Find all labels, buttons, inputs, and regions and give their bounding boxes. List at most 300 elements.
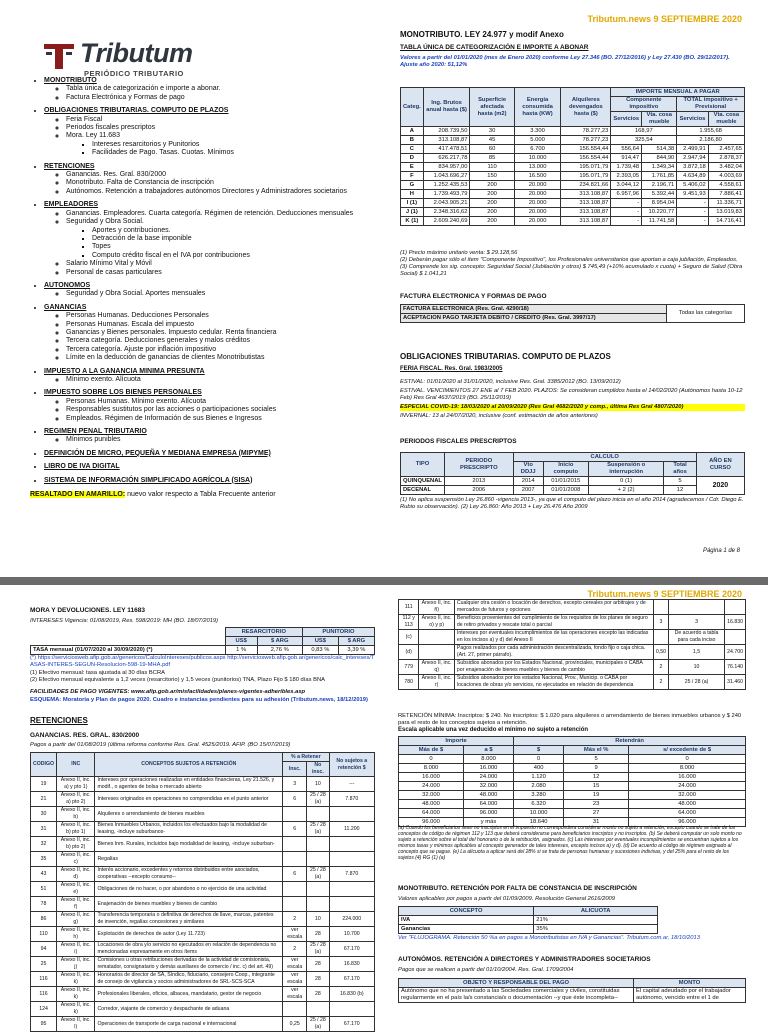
mono-cell: E (401, 163, 424, 172)
escala-cell: 31 (564, 818, 629, 827)
table-row (401, 199, 745, 208)
mono-cell: - (611, 217, 642, 226)
monoret-cell: 35% (534, 925, 658, 934)
mono-cell: 313.108,87 (423, 136, 470, 145)
mono-cell: 1.739,48 (611, 163, 642, 172)
gan-cell: 95 (31, 1017, 57, 1032)
table-row (31, 646, 375, 655)
facilidades-link[interactable]: FACILIDADES DE PAGO VIGENTES: www.afip.gob.ar/misfacilidades/planes-vigentes-adheribles.asp (30, 689, 306, 695)
gan-cell: Intereses originados en operaciones no comprendidas en el punto anterior (95, 792, 283, 807)
gan-cell (307, 807, 329, 822)
gan-cell: Intereses por operaciones realizadas en entidades financieras, Ley 21.526, y modif., o agentes de bolsa o mercado abierto (95, 777, 283, 792)
retenciones-cont-body (399, 600, 746, 690)
mono-cell: 78.277,23 (561, 127, 611, 136)
table-row (31, 1017, 375, 1032)
table-row (399, 755, 746, 764)
toc-item[interactable]: ◦ Tercera categoría. Deducciones generales y malos créditos (66, 337, 375, 345)
mono-head-categ: Categ. (401, 88, 424, 127)
gan-cell: Alquileres o arrendamiento de bienes muebles (95, 807, 283, 822)
mono-cell: 78.277,23 (561, 136, 611, 145)
mono-cell: D (401, 154, 424, 163)
toc-item[interactable]: • OBLIGACIONES TRIBUTARIAS. COMPUTO DE PLAZOS (44, 107, 375, 115)
mono-footnote: (3) Comprende los sig. concepto: Seguridad Social (Jubilación y otros) $ 745,49 (+10% acumulado x cuota) + Seguro de Salud (Obra Social) $ 1.041,21 (400, 264, 743, 277)
gan-cell: 7.870 (329, 867, 374, 882)
table-row (399, 809, 746, 818)
monoret-table (398, 906, 658, 934)
presc-cell: 2014 (513, 477, 543, 486)
mono-cell: 208.739,50 (423, 127, 470, 136)
presc-head-total: Total años (664, 462, 696, 477)
toc-item[interactable]: ◦ Factura Electrónica y Formas de pago (66, 94, 375, 102)
prescriptos-footnote: (1) No aplica suspensión Ley 26.860 -vigencia 2013-, ya que el computo del plazo inicia en el año 2014 (agradecemos / Cdr. Diego E. Rubio su observación). (2) Ley 26.860: Año 2013 + Ley 26.476 Año 2009 (400, 497, 744, 510)
feria-covid: ESPECIAL COVID-19: 18/03/2020 al 20/09/2020 (Res Gral 4682/2020 y comp., última Res Gral 4807/2020) (400, 404, 745, 411)
mono-cell: C (401, 145, 424, 154)
presc-head-periodo: PERIODO PRESCRIPTO (444, 453, 513, 477)
mono-head-serv2: Servicios (677, 112, 708, 127)
logo-subtitle: PERIÓDICO TRIBUTARIO (84, 69, 184, 78)
mono-cell: 195.071,79 (561, 163, 611, 172)
autonomos-note: Pagos que se realicen a partir del 01/10/2004. Res. Gral. 1709/2004 (398, 967, 574, 973)
mono-cell: 6.700 (514, 145, 561, 154)
escala-cell: 6.320 (514, 800, 564, 809)
ret-cell: Pagos realizados por cada administración descentralizada, fondo fijo o caja chica. (Art. 27, primer párrafo). (454, 645, 653, 660)
gan-cell (329, 837, 374, 852)
mono-cell: 4.003,69 (708, 172, 744, 181)
table-row (31, 897, 375, 912)
mono-cell: G (401, 181, 424, 190)
toc-item[interactable]: • RETENCIONES (44, 163, 375, 171)
toc-item[interactable]: • IMPUESTO SOBRE LOS BIENES PERSONALES (44, 389, 375, 397)
gan-cell: 67.170 (329, 972, 374, 987)
ret-cell (419, 630, 455, 645)
gan-cell: 2 (283, 942, 307, 957)
presc-cell: 2013 (444, 477, 513, 486)
toc-item[interactable]: ◦ Personas Humanas. Deducciones Personales (66, 312, 375, 320)
monotributo-title: MONOTRIBUTO. LEY 24.977 y modif Anexo (400, 30, 564, 39)
mono-cell: F (401, 172, 424, 181)
table-row (31, 867, 375, 882)
int-note: (2) Efectivo mensual equivalente a 1,2 veces (resarcitorio) y 1,5 veces (punitorios) TNA, Plazo Fijo $ 180 días BNA (30, 677, 326, 683)
mono-cell: 2.457,65 (708, 145, 744, 154)
toc-item[interactable]: ◦ Monotributo. Falta de Constancia de inscripción (66, 179, 375, 187)
toc-item[interactable]: • EMPLEADORES (44, 201, 375, 209)
mono-cell: 2.186,80 (677, 136, 745, 145)
gan-cell: 0,25 (283, 1017, 307, 1032)
toc-item[interactable]: ◦ Ganancias y Bienes personales. Impuesto cedular. Renta financiera (66, 329, 375, 337)
toc-item[interactable]: ◦ Límite en la deducción de ganancias de clientes Monotributistas (66, 354, 375, 362)
gan-cell: 28 (307, 987, 329, 1002)
gan-cell: Obligaciones de no hacer, o por abandono o no ejercicio de una actividad (95, 882, 283, 897)
mono-cell: 85 (470, 154, 514, 163)
table-row (31, 1002, 375, 1017)
gan-cell: 25 / 28 (a) (307, 867, 329, 882)
gan-cell: Anexo II, inc. j) (57, 957, 95, 972)
gan-cell: ver escala (283, 957, 307, 972)
toc-item[interactable]: ▪ Detracción de la base imponible (92, 235, 375, 243)
retencion-minima: RETENCIÓN MÍNIMA: Inscriptos: $ 240. No inscriptos: $ 1.020 para alquileres o arrendamiento de bienes inmuebles urbanos y $ 240 para el resto de los conceptos sujetos a retención. (398, 713, 742, 726)
gan-cell: 94 (31, 942, 57, 957)
ret-cell: Anexo II, inc. r) (419, 675, 455, 690)
gan-cell: 31 (31, 822, 57, 837)
ret-cell: 779 (399, 660, 419, 675)
highlight-legend (30, 491, 375, 499)
autonomos-title: AUTONÓMOS. RETENCIÓN A DIRECTORES Y ADMINISTRADORES SOCIETARIOS (398, 956, 651, 963)
toc-item[interactable]: ◦ Seguridad y Obra Social. Aportes mensuales (66, 290, 375, 298)
monoret-cell: 21% (534, 916, 658, 925)
ret-cell (653, 630, 668, 645)
mono-cell: 200 (470, 199, 514, 208)
mono-head-componente: Componente impositivo (611, 97, 677, 112)
toc-item[interactable]: ◦ Salario Mínimo Vital y Móvil (66, 260, 375, 268)
gan-cell: Profesionales liberales, oficios, albacea, mandatario, gestor de negocio (95, 987, 283, 1002)
gan-cell: 6 (283, 792, 307, 807)
mono-cell: 2.609.240,69 (423, 217, 470, 226)
gan-cell: Anexo II, inc. a) y pto 1) (57, 777, 95, 792)
toc-item[interactable]: ◦ Personas Humanas. Mínimo exento. Alícuota (66, 398, 375, 406)
mono-head-alq: Alquileres devengados hasta ($) (561, 88, 611, 127)
gan-cell: Explotación de derechos de autor (Ley 11.723) (95, 927, 283, 942)
monotributo-table (400, 87, 745, 226)
gan-cell: 78 (31, 897, 57, 912)
toc-item[interactable]: ▪ Topes (92, 243, 375, 251)
toc-item[interactable]: ◦ Ganancias. Empleadores. Cuarta categoría. Régimen de retención. Deducciones mensuales (66, 210, 375, 218)
factura-all-categories: Todas las categorías (666, 305, 744, 323)
monoret-head-alicuota: ALICUOTA (534, 907, 658, 916)
table-row (31, 822, 375, 837)
ret-cell: Anexo II, inc. q) (419, 660, 455, 675)
table-row (31, 837, 375, 852)
gan-cell: 16.830 (b) (329, 987, 374, 1002)
mono-cell: 313.108,87 (561, 199, 611, 208)
mono-cell: - (611, 199, 642, 208)
monoret-see[interactable]: Ver "FLUJOGRAMA. Retención 50 %a en pagos a Monotributistas en IVA y Ganancias". Tributum.com.ar, 18/10/2013 (398, 935, 700, 941)
page-2 (0, 585, 768, 1030)
autonomos-table (398, 978, 746, 1003)
mono-cell: B (401, 136, 424, 145)
gan-cell: Anexo II, inc. b) (57, 807, 95, 822)
ret-cell: 76.140 (725, 660, 746, 675)
ret-cell: 16.830 (725, 615, 746, 630)
mono-head-total: TOTAL impositivo + Previsional (677, 97, 745, 112)
toc-list (30, 77, 375, 485)
gan-cell: 19 (31, 777, 57, 792)
mono-cell: 11.336,71 (708, 199, 744, 208)
escala-cell: 96.000 (629, 818, 746, 827)
gan-cell: Anexo II, inc. d) (57, 867, 95, 882)
toc-item[interactable]: ◦ Tercera categoría. Ajuste por inflación impositivo (66, 346, 375, 354)
mono-cell: 4.634,89 (677, 172, 708, 181)
escala-table-body (399, 755, 746, 827)
mono-cell: 200 (470, 208, 514, 217)
gan-cell: 51 (31, 882, 57, 897)
table-row (401, 145, 745, 154)
table-row (31, 777, 375, 792)
gan-cell: 25 / 28 (a) (307, 1017, 329, 1032)
mono-footnote: (2) Deberán pagar sólo el ítem "Componente Impositivo", los Profesionales universitarios que aportan a caja jubilación, Empleados. (400, 257, 738, 263)
highlight-legend-text: nuevo valor respecto a Tabla Frecuente anterior (125, 491, 276, 499)
int-cell: 2,76 % (257, 646, 302, 655)
toc-item[interactable]: • MONOTRIBUTO (44, 77, 375, 85)
esquema-link[interactable]: ESQUEMA: Moratoria y Plan de pagos 2020. Cuadro e instancias pendientes para su adhesión (Tributum.news, 18/12/2019) (30, 697, 368, 703)
toc-item[interactable]: • SISTEMA DE INFORMACIÓN SIMPLIFICADO AGRÍCOLA (SISA) (44, 477, 375, 485)
toc-item[interactable]: • REGIMEN PENAL TRIBUTARIO (44, 428, 375, 436)
mono-cell: 13.019,83 (708, 208, 744, 217)
gan-cell: Interés accionario, excedentes y retornos distribuidos entre asociados, cooperativas --excepto consumo-- (95, 867, 283, 882)
gan-head-conceptos: CONCEPTOS SUJETOS A RETENCIÓN (95, 753, 283, 777)
escala-head: a $ (464, 746, 514, 755)
ret-cell: Subsidios abonados por los Estados Nacional, provinciales, municipales o CABA por enajenación de bienes muebles y bienes de cambio (454, 660, 653, 675)
toc-item[interactable]: ◦ Ganancias. Res. Gral. 830/2000 (66, 171, 375, 179)
ret-cell (653, 600, 668, 615)
mono-cell: 200 (470, 190, 514, 199)
auto-cell: El capital adeudado por el trabajador autónomo, vencido entre el 1 de (634, 988, 746, 1003)
gan-cell (283, 852, 307, 867)
monoret-note: Valores aplicables por pagos a partir del 01/09/2009. Resolución General 2616/2009 (398, 896, 615, 902)
monotributo-subtitle: TABLA ÚNICA DE CATEGORIZACIÓN E IMPORTE A ABONAR (400, 44, 589, 51)
escala-cell: 8.000 (629, 764, 746, 773)
mono-cell: A (401, 127, 424, 136)
gan-cell: Anexo II, inc. g) (57, 912, 95, 927)
mono-cell: 200 (470, 217, 514, 226)
mono-head-ene: Energía consumida hasta (KW) (514, 88, 561, 127)
mono-cell: 156.554,44 (561, 145, 611, 154)
gan-cell: 10.700 (329, 927, 374, 942)
ret-cell: 1,5 (668, 645, 724, 660)
escala-cell: 24.000 (399, 782, 464, 791)
mono-cell: 20.000 (514, 181, 561, 190)
mono-cell: 110 (470, 163, 514, 172)
monotributo-table-body (401, 127, 745, 226)
ret-cell: 111 (399, 600, 419, 615)
int-cell: 0,83 % (302, 646, 338, 655)
gan-cell (283, 837, 307, 852)
ret-cell: 2 (653, 660, 668, 675)
gan-cell: Bienes Inmuebles Urbanos, incluidos los efectuados bajo la modalidad de leasing, -incluye suburbanos- (95, 822, 283, 837)
presc-head-inicio: Inicio computo (543, 462, 588, 477)
mono-cell: 7.886,41 (708, 190, 744, 199)
presc-head-calculo: CALCULO (513, 453, 696, 462)
ganancias-830-table (30, 752, 375, 1032)
gan-cell (329, 1002, 374, 1017)
gan-cell: 10 (307, 777, 329, 792)
gan-cell: Anexo II, inc. l) (57, 1017, 95, 1032)
ret-cell: 3 (653, 615, 668, 630)
mono-cell: 9.451,93 (677, 190, 708, 199)
toc-item[interactable]: ◦ Autónomos. Retención a trabajadores autónomos Directores y Administradores societarios (66, 188, 375, 196)
toc-item[interactable]: • GANANCIAS (44, 304, 375, 312)
factura-title: FACTURA ELECTRONICA Y FORMAS DE PAGO (400, 293, 547, 300)
toc-item[interactable]: • AUTONOMOS (44, 282, 375, 290)
mono-cell: - (677, 208, 708, 217)
ret-cell: Intereses por eventuales incumplimientos de las operaciones excepto las indicadas en los incisos a) y d) del Anexo II (454, 630, 653, 645)
gan-head-inc: INC (57, 753, 95, 777)
table-row (401, 136, 745, 145)
monotributo-note: Valores a partir del 01/01/2020 (mes de Enero 2020) conforme Ley 27.346 (BO. 27/12/2016) y Ley 27.430 (BO. 29/12/2017). Ajuste año 2020: 51,12% (400, 55, 730, 68)
escala-cell: 64.000 (629, 809, 746, 818)
ganancias-830-note: Pagos a partir del 01/08/2019 (última reforma conforme Res. Gral. 4525/2019. AFIP. (BO 15/07/2019) (30, 742, 291, 748)
intereses-links[interactable]: (*) https://serviciosweb.afip.gob.ar/genericos/CalculoIntereses/publicos.aspx http://serviciosweb.afip.gob.ar/genericos/calc_intereses/TASAS-INTERES-SEGUN-Resolucion-598-19-MHA.pdf (30, 655, 375, 668)
mono-cell: 168,97 (611, 127, 677, 136)
mono-cell: 11.741,58 (642, 217, 677, 226)
toc-item[interactable]: ◦ Periodos fiscales prescriptos (66, 124, 375, 132)
monotributo-footnotes (400, 250, 745, 278)
toc-item[interactable]: ◦ Responsables sustitutos por las acciones o participaciones sociales (66, 406, 375, 414)
presc-cell: 01/01/2008 (543, 486, 588, 495)
ret-cell: Cualquier otra cesión o locación de derechos, excepto cereales por arbitrajes y de mercados de futuros y opciones (454, 600, 653, 615)
gan-cell: Anexo II, inc. c) (57, 852, 95, 867)
ret-cell: 31.460 (725, 675, 746, 690)
mono-head-vta1: Vta. cosa mueble (642, 112, 677, 127)
mono-cell: 13.000 (514, 163, 561, 172)
escala-cell: 15 (564, 782, 629, 791)
ret-cell: 2 (653, 675, 668, 690)
mono-cell: 150 (470, 172, 514, 181)
gan-cell: Operaciones de transporte de carga nacional e internacional (95, 1017, 283, 1032)
escala-head: Más el % (564, 746, 629, 755)
escala-cell: y más (464, 818, 514, 827)
gan-cell: 67.170 (329, 1017, 374, 1032)
escala-cell: 16.000 (464, 764, 514, 773)
feria-title: FERIA FISCAL. Res. Gral. 1983/2005 (400, 366, 503, 372)
toc-item[interactable]: ▪ Intereses resarcitorios y Punitorios (92, 141, 375, 149)
table-row (401, 208, 745, 217)
int-head-punitorio: PUNITORIO (302, 628, 374, 637)
factura-table (400, 304, 745, 323)
escala-head-retendran: Retendrán (514, 737, 746, 746)
toc-item[interactable]: ◦ Feria Fiscal (66, 116, 375, 124)
gan-cell (329, 807, 374, 822)
table-row (31, 912, 375, 927)
gan-cell: Anexo II, inc. b) pto 1) (57, 822, 95, 837)
table-row (401, 486, 745, 495)
toc-item[interactable]: ◦ Seguridad y Obra Social. (66, 218, 375, 226)
toc-item[interactable]: ◦ Personal de casas particulares (66, 269, 375, 277)
prescriptos-table (400, 452, 745, 495)
mono-cell: 325,54 (611, 136, 677, 145)
toc-item[interactable]: ◦ Personas Humanas. Escala del impuesto (66, 321, 375, 329)
ret-cell: 3 (668, 615, 724, 630)
toc-item[interactable]: ▪ Aportes y contribuciones. (92, 227, 375, 235)
int-note: (1) Efectivo mensual: tasa ajustada al 30 días BCRA (30, 670, 166, 676)
gan-head-noinsc: No insc. (307, 762, 329, 777)
gan-cell (307, 897, 329, 912)
gan-cell: Anexo II, inc. f) (57, 897, 95, 912)
toc-item[interactable]: ◦ Mora. Ley 11.683 (66, 132, 375, 140)
gan-cell (283, 882, 307, 897)
mono-cell: 200 (470, 181, 514, 190)
escala-cell: 64.000 (399, 809, 464, 818)
table-row (401, 190, 745, 199)
escala-cell: 96.000 (399, 818, 464, 827)
gan-cell (329, 882, 374, 897)
gan-cell: 116 (31, 987, 57, 1002)
gan-cell: 124 (31, 1002, 57, 1017)
logo-name: Tributum (80, 38, 193, 68)
ret-cell (725, 630, 746, 645)
table-row (399, 764, 746, 773)
int-cell: TASA mensual (01/07/2020 al 30/09/2020) (*) (31, 646, 226, 655)
toc-item[interactable]: • LIBRO DE IVA DIGITAL (44, 463, 375, 471)
ret-cell: 24.700 (725, 645, 746, 660)
presc-cell: 0 (1) (588, 477, 663, 486)
toc-item[interactable]: • IMPUESTO A LA GANANCIA MINIMA PRESUNTA (44, 368, 375, 376)
ret-cell: 0,50 (653, 645, 668, 660)
escala-cell: 16.000 (399, 773, 464, 782)
gan-cell: ver escala (283, 987, 307, 1002)
mono-cell: 626.217,78 (423, 154, 470, 163)
gan-cell: Comisiones u otras retribuciones derivadas de la actividad de comisionista, rematador, consignatario y demás auxiliares de comercio / inc. c) del art. 49) (95, 957, 283, 972)
escala-cell: 32.000 (399, 791, 464, 800)
table-row (401, 217, 745, 226)
toc-item[interactable]: ▪ Computo crédito fiscal en el IVA por contribuciones (92, 252, 375, 260)
mono-cell: 1.955,68 (677, 127, 745, 136)
table-row (399, 916, 658, 925)
toc-item[interactable]: ◦ Empleados. Régimen de Información de sus Bienes e Ingresos (66, 415, 375, 423)
toc-item[interactable]: ◦ Mínimo exento. Alícuota (66, 376, 375, 384)
presc-cell: 2007 (513, 486, 543, 495)
mono-cell: 45 (470, 136, 514, 145)
mono-head-sup: Superficie afectada hasta (m2) (470, 88, 514, 127)
toc-item[interactable]: ▪ Facilidades de Pago. Tasas. Cuotas. Mínimos (92, 149, 375, 157)
toc-item[interactable]: ◦ Tabla única de categorización e importe a abonar. (66, 85, 375, 93)
int-head-ars2: $ ARG (338, 637, 374, 646)
ganancias-830-table-body (31, 777, 375, 1032)
table-row (399, 645, 746, 660)
header-date-2: Tributum.news 9 SEPTIEMBRE 2020 (587, 589, 742, 599)
int-head-ars1: $ ARG (257, 637, 302, 646)
gan-cell: 10 (307, 912, 329, 927)
int-cell: 1 % (225, 646, 257, 655)
gan-cell (307, 882, 329, 897)
mono-cell: 20.000 (514, 190, 561, 199)
mono-cell: 1.761,85 (642, 172, 677, 181)
feria-estival: ESTIVAL: 01/01/2020 al 31/01/2020, inclusive Res. Gral. 3385/2012 (BO. 13/09/2012) (400, 379, 621, 385)
toc-item[interactable]: ◦ Mínimos punibles (66, 436, 375, 444)
mono-cell: 14.716,41 (708, 217, 744, 226)
gan-cell: 16.830 (329, 957, 374, 972)
mono-cell: 20.000 (514, 199, 561, 208)
escala-cell: 48.000 (399, 800, 464, 809)
escala-cell: 16.000 (629, 773, 746, 782)
gan-cell (307, 1002, 329, 1017)
escala-table (398, 736, 746, 827)
highlight-legend-label: RESALTADO EN AMARILLO: (30, 491, 126, 499)
mono-cell: 30 (470, 127, 514, 136)
feria-vencimientos: ESTIVAL. VENCIMIENTOS 27 ENE al 7 FEB 2020. PLAZOS: Se consideran cumplidos hasta el 14/02/2020 (Autónomos hasta 10-12 Feb) Res Gral 4637/2019 (BO. 25/11/2019) (400, 388, 743, 401)
gan-cell: 28 (307, 927, 329, 942)
table-row (401, 163, 745, 172)
ret-cell: Anexo II, inc. ñ) (419, 600, 455, 615)
escala-cell: 9 (564, 764, 629, 773)
gan-cell: Anexo II, inc. a) pto 2) (57, 792, 95, 807)
escala-cell: 24.000 (464, 773, 514, 782)
mono-cell: 417.478,51 (423, 145, 470, 154)
toc-item[interactable]: • DEFINICIÓN DE MICRO, PEQUEÑA Y MEDIANA EMPRESA (MIPYME) (44, 450, 375, 458)
gan-head-insc: Insc. (283, 762, 307, 777)
mono-cell: 156.554,44 (561, 154, 611, 163)
table-row (401, 127, 745, 136)
escala-cell: 8.000 (399, 764, 464, 773)
retenciones-title: RETENCIONES (30, 716, 88, 725)
gan-cell (283, 807, 307, 822)
gan-cell: Honorarios de director de SA, Síndico, fiduciario, consejero Coop., integrante de consejo de vigilancia y socios administradores de SRL-SCS-SCA (95, 972, 283, 987)
mono-cell: 60 (470, 145, 514, 154)
monoret-head-concepto: CONCEPTO (399, 907, 534, 916)
mono-cell: 3.044,12 (611, 181, 642, 190)
gan-cell: Enajenación de bienes muebles y bienes de cambio (95, 897, 283, 912)
table-row (399, 630, 746, 645)
escala-cell: 2.080 (514, 782, 564, 791)
